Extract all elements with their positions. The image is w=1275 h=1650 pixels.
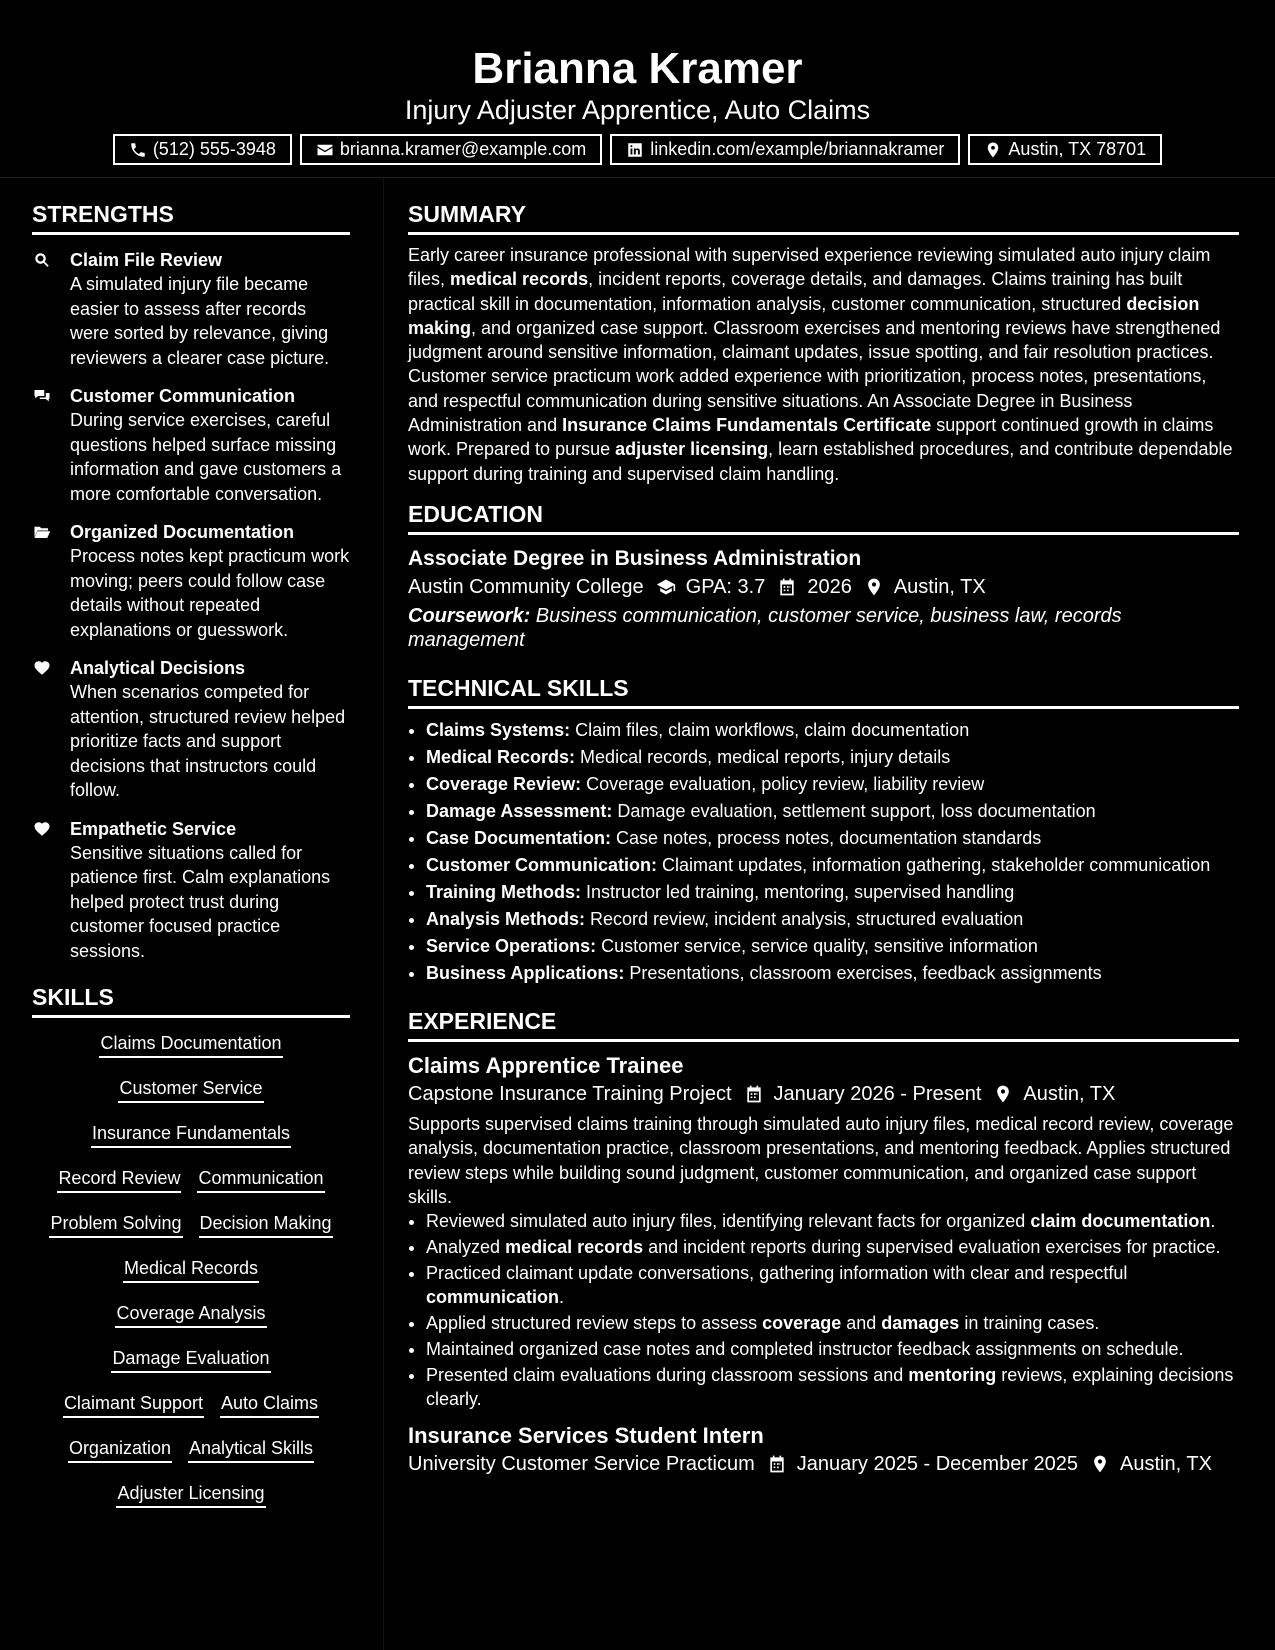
strengths-list [32,248,350,963]
bold-text: communication [426,1287,560,1308]
skill-tag: Customer Service [118,1076,263,1103]
job-bullet [426,1363,1239,1411]
experience-heading: EXPERIENCE [408,1007,1239,1042]
technical-skills-heading: TECHNICAL SKILLS [408,674,1239,709]
technical-skill-label: Training Methods: [426,881,581,902]
bold-text: mentoring [908,1365,997,1386]
strength-title: Customer Communication [70,386,296,406]
education-heading: EDUCATION [408,500,1239,535]
strength-description: During service exercises, careful questions helped surface missing information and gave customers a more comfortable conversation. [70,410,342,504]
skills-row [32,1076,350,1121]
candidate-title: Injury Adjuster Apprentice, Auto Claims [404,95,871,125]
map-pin-icon [984,141,1002,159]
strengths-heading: STRENGTHS [32,200,350,235]
strength-body [70,817,350,964]
technical-skill-item [426,933,1239,960]
technical-skill-values: Claimant updates, information gathering, stakeholder communication [657,854,1211,875]
job-title: Insurance Services Student Intern [408,1423,764,1449]
technical-skill-item [426,825,1239,852]
comments-icon [32,387,52,405]
skills-row [32,1346,350,1391]
strength-icon-wrap [32,248,70,370]
technical-skill-item [426,771,1239,798]
text-run: Reviewed simulated auto injury files, identifying relevant facts for organized [426,1211,1031,1232]
search-icon [32,251,52,269]
text-run: . [1210,1211,1216,1232]
technical-skill-label: Claims Systems: [426,719,571,740]
technical-skill-label: Coverage Review: [426,773,582,794]
linkedin-text: linkedin.com/example/briannakramer [650,139,945,159]
skills-row [32,1301,350,1346]
contact-linkedin[interactable] [610,134,960,165]
skills-heading: SKILLS [32,983,350,1018]
strength-item [32,248,350,370]
technical-skill-item [426,906,1239,933]
envelope-icon [316,141,334,159]
strength-description: A simulated injury file became easier to assess after records were sorted by relevance, giving reviewers a clearer case picture. [70,274,330,368]
strength-item [32,384,350,506]
map-pin-icon [1090,1454,1110,1474]
strength-body [70,248,350,370]
folder-open-icon [32,523,52,541]
text-run: and [841,1313,882,1334]
technical-skills-list [408,717,1239,987]
strength-icon-wrap [32,384,70,506]
skill-tag: Communication [197,1166,324,1193]
resume-header [0,0,1275,178]
job-dates: January 2026 - Present [773,1082,982,1105]
bold-text: decision making [408,293,1200,338]
skill-tag: Organization [68,1436,172,1463]
job-meta [408,1079,1239,1109]
job-organization: University Customer Service Practicum [408,1453,755,1476]
bold-text: medical records [505,1237,644,1258]
heart-icon [32,659,52,677]
skill-tag: Damage Evaluation [111,1346,270,1373]
skill-tag: Decision Making [199,1211,333,1238]
linkedin-icon [626,141,644,159]
contact-phone[interactable] [113,134,292,165]
bold-text: damages [881,1313,960,1334]
strength-item [32,520,350,642]
strength-item [32,656,350,803]
strength-description: When scenarios competed for attention, structured review helped prioritize facts and support decisions that instructors could follow. [70,682,346,800]
strength-body [70,520,350,642]
contact-location[interactable] [968,134,1162,165]
technical-skill-label: Case Documentation: [426,827,612,848]
text-run: Analyzed [426,1237,506,1258]
job-organization: Capstone Insurance Training Project [408,1082,732,1105]
coursework-text: Business communication, customer service, business law, records management [408,604,1122,651]
skills-row [32,1256,350,1301]
job-entry [408,1423,1239,1479]
bold-text: coverage [762,1313,842,1334]
phone-text: (512) 555-3948 [152,139,276,159]
text-run: . [559,1287,565,1308]
technical-skill-values: Record review, incident analysis, structured evaluation [585,908,1024,929]
skill-tag: Claimant Support [63,1391,204,1418]
text-run: Early career insurance professional with supervised experience reviewing simulated auto injury claim files, [408,245,1211,290]
skill-tag: Analytical Skills [188,1436,314,1463]
skills-row [32,1436,350,1481]
education-meta [408,572,1239,602]
degree-title: Associate Degree in Business Administration [408,546,862,570]
skill-tag: Medical Records [123,1256,259,1283]
heart-icon [32,820,52,838]
text-run: support continued growth in claims work. Prepared to pursue [408,415,1214,460]
skills-row [32,1121,350,1166]
strength-icon-wrap [32,656,70,803]
skill-tag: Record Review [57,1166,181,1193]
skill-tag: Adjuster Licensing [116,1481,265,1508]
gpa-text: GPA: 3.7 [685,575,766,598]
bold-text: adjuster licensing [615,439,769,460]
technical-skill-label: Damage Assessment: [426,800,613,821]
left-column [0,178,384,1650]
text-run: in training cases. [959,1313,1100,1334]
job-location: Austin, TX [1023,1082,1116,1105]
technical-skill-label: Analysis Methods: [426,908,586,929]
right-column [384,178,1275,1650]
job-bullet [426,1235,1239,1259]
calendar-icon [744,1084,764,1104]
technical-skill-item [426,960,1239,987]
school-name: Austin Community College [408,575,644,598]
job-meta [408,1449,1239,1479]
job-title: Claims Apprentice Trainee [408,1052,684,1078]
technical-skill-values: Medical records, medical reports, injury details [575,746,951,767]
strength-icon-wrap [32,520,70,642]
technical-skill-values: Claim files, claim workflows, claim documentation [570,719,970,740]
strength-title: Analytical Decisions [70,658,246,678]
technical-skill-values: Case notes, process notes, documentation standards [611,827,1042,848]
technical-skill-item [426,798,1239,825]
text-run: Applied structured review steps to assess [426,1313,763,1334]
bold-text: medical records [450,269,589,290]
location-text: Austin, TX 78701 [1008,139,1147,159]
technical-skill-item [426,717,1239,744]
technical-skill-label: Customer Communication: [426,854,658,875]
email-text: brianna.kramer@example.com [339,139,587,159]
technical-skill-item [426,879,1239,906]
graduation-cap-icon [656,577,676,597]
skills-row [32,1031,350,1076]
text-run: and incident reports during supervised evaluation exercises for practice. [643,1237,1221,1258]
strength-title: Claim File Review [70,250,223,270]
strength-title: Organized Documentation [70,522,295,542]
calendar-icon [767,1454,787,1474]
job-bullet [426,1337,1239,1361]
technical-skill-values: Presentations, classroom exercises, feedback assignments [624,962,1102,983]
contact-bar [0,134,1275,165]
strength-description: Process notes kept practicum work moving; peers could follow case details without repeated explanations or guesswork. [70,546,350,640]
text-run: reviews, explaining decisions clearly. [426,1365,1234,1410]
calendar-icon [777,577,797,597]
job-bullet [426,1311,1239,1335]
job-bullet [426,1209,1239,1233]
skill-tag: Claims Documentation [99,1031,282,1058]
text-run: Presented claim evaluations during classroom sessions and [426,1365,909,1386]
graduation-year: 2026 [807,575,852,598]
text-run: , learn established procedures, and contribute dependable support during training and supervised claim handling. [408,439,1233,484]
skills-row [32,1166,350,1211]
technical-skill-label: Medical Records: [426,746,576,767]
skills-row [32,1211,350,1256]
technical-skill-label: Service Operations: [426,935,597,956]
text-run: Maintained organized case notes and completed instructor feedback assignments on schedule. [426,1339,1184,1360]
map-pin-icon [864,577,884,597]
strength-body [70,384,350,506]
technical-skill-values: Customer service, service quality, sensitive information [596,935,1038,956]
technical-skill-values: Coverage evaluation, policy review, liability review [581,773,985,794]
strength-title: Empathetic Service [70,818,237,839]
skills-row [32,1481,350,1526]
coursework-label: Coursework: [408,604,531,627]
experience-list [408,1053,1239,1479]
technical-skill-item [426,852,1239,879]
skills-list [32,1031,350,1526]
skill-tag: Insurance Fundamentals [91,1121,291,1148]
text-run: , incident reports, coverage details, and damages. Claims training has built practical skill in documentation, information analysis, customer communication, structured [408,269,1183,314]
technical-skill-label: Business Applications: [426,962,625,983]
skill-tag: Coverage Analysis [115,1301,266,1328]
strength-body [70,656,350,803]
job-summary: Supports supervised claims training through simulated auto injury files, medical record review, coverage analysis, documentation practice, classroom presentations, and mentoring feedback. Applies structured review steps while building sound judgment, customer communication, and organized case support skills. [408,1113,1234,1207]
job-bullet [426,1261,1239,1309]
candidate-name: Brianna Kramer [472,44,803,93]
summary-heading: SUMMARY [408,200,1239,235]
job-location: Austin, TX [1120,1453,1212,1476]
coursework [408,604,1239,652]
skills-row [32,1391,350,1436]
phone-icon [129,141,147,159]
strength-icon-wrap [32,817,70,964]
technical-skill-values: Damage evaluation, settlement support, loss documentation [612,800,1096,821]
technical-skill-item [426,744,1239,771]
map-pin-icon [993,1084,1013,1104]
education-location: Austin, TX [893,575,986,598]
strength-description: Sensitive situations called for patience first. Calm explanations helped protect trust during customer focused practice sessions. [70,842,331,961]
text-run: Practiced claimant update conversations, gathering information with clear and respectful [426,1263,1128,1284]
strength-item [32,817,350,964]
job-entry [408,1053,1239,1411]
contact-email[interactable] [300,134,602,165]
job-dates: January 2025 - December 2025 [796,1453,1079,1476]
bold-text: Insurance Claims Fundamentals Certificate [562,415,932,436]
skill-tag: Problem Solving [49,1211,182,1238]
bold-text: claim documentation [1030,1211,1211,1232]
technical-skill-values: Instructor led training, mentoring, supervised handling [581,881,1015,902]
skill-tag: Auto Claims [220,1391,319,1418]
text-run: , and organized case support. Classroom exercises and mentoring reviews have strengthened judgment around sensitive information, claimant updates, issue spotting, and fair resolution practices. Customer service practicum work added experience with prioritization, process notes, presentations, and respectful communication during sensitive situations. An Associate Degree in Business Administration and [408,317,1221,436]
summary-text [408,243,1239,486]
job-bullets [408,1209,1239,1411]
